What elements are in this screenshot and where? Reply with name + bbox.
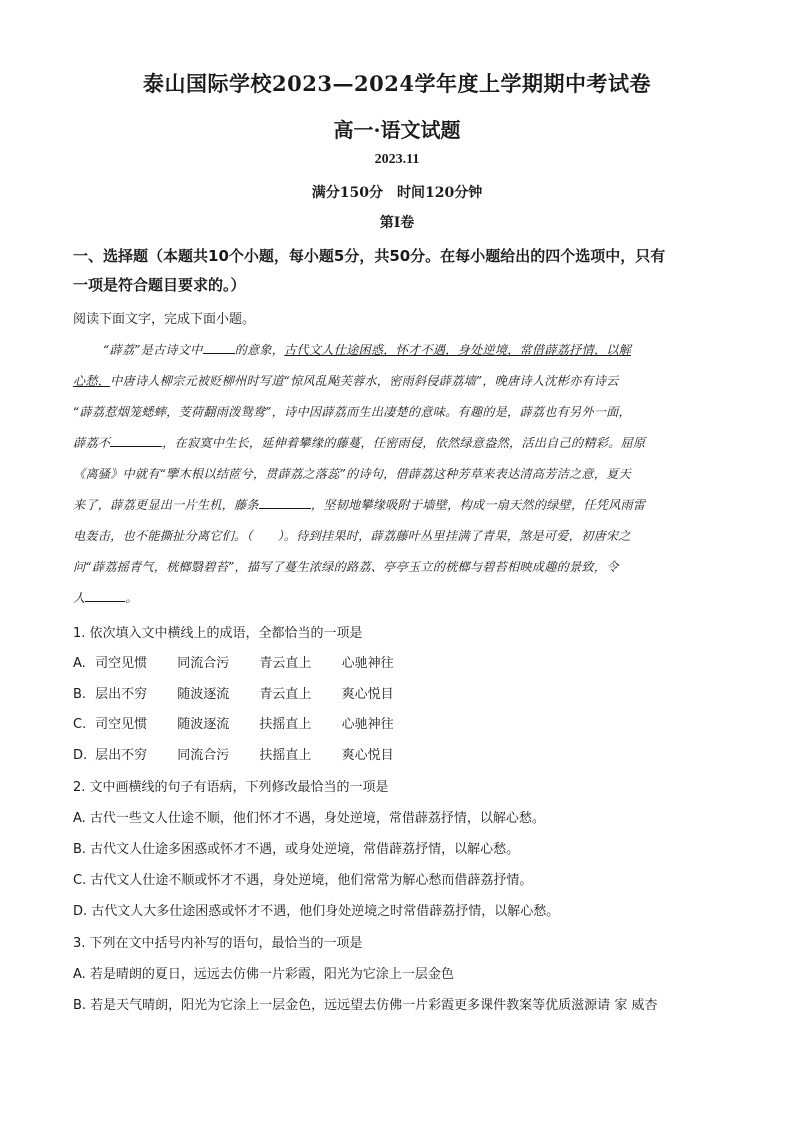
q2-option-a[interactable]: A. 古代一些文人仕途不顺，他们怀才不遇，身处逆境，常借薜荔抒情，以解心愁。 bbox=[73, 811, 545, 826]
section-heading-line2: 一项是符合题目要求的。） bbox=[73, 276, 246, 294]
blank bbox=[259, 496, 311, 509]
question-3-stem: 3. 下列在文中括号内补写的语句，最恰当的一项是 bbox=[73, 936, 363, 951]
question-2-stem: 2. 文中画横线的句子有语病，下列修改最恰当的一项是 bbox=[73, 780, 389, 795]
exam-title: 泰山国际学校2023—2024学年度上学期期中考试卷 bbox=[143, 71, 651, 96]
blank bbox=[203, 341, 235, 354]
volume-label: 第Ⅰ卷 bbox=[379, 215, 415, 231]
passage-line-1: “薜荔”是古诗文中 的意象，古代文人仕途困惑，怀才不遇，身处逆境，常借薜荔抒情，以解 bbox=[103, 343, 631, 357]
passage-line-5: 《离骚》中就有“擥木根以结茝兮，贯薜荔之落蕊”的诗句，借薜荔这种芳草来表达清高芳洁之意，夏天 bbox=[73, 467, 631, 481]
q3-option-a[interactable]: A. 若是晴朗的夏日，远远去仿佛一片彩霞，阳光为它涂上一层金色 bbox=[73, 967, 454, 982]
passage-line-6: 来了，薜荔更显出一片生机，藤条 ，坚韧地攀缘吸附于墙壁，构成一扇天然的绿壁，任凭风雨雷 bbox=[73, 498, 646, 512]
question-1-stem: 1. 依次填入文中横线上的成语，全都恰当的一项是 bbox=[73, 626, 363, 641]
section-heading-line1: 一、选择题（本题共10个小题，每小题5分，共50分。在每小题给出的四个选项中，只有 bbox=[73, 247, 666, 265]
q3-option-b[interactable]: B. 若是天气晴朗，阳光为它涂上一层金色，远远望去仿佛一片彩霞更多课件教案等优质滋源请 家 威杏 bbox=[73, 998, 658, 1013]
q1-option-d[interactable]: D. 层出不穷 同流合污 扶摇直上 爽心悦目 bbox=[73, 748, 394, 763]
q1-option-b[interactable]: B. 层出不穷 随波逐流 青云直上 爽心悦目 bbox=[73, 687, 394, 702]
passage-line-8: 问“薜荔摇青气，桄榔翳碧苔”，描写了蔓生浓绿的路荔、亭亭玉立的桄榔与碧苔相映成趣的景致，令 bbox=[73, 560, 619, 574]
q1-option-c[interactable]: C. 司空见惯 随波逐流 扶摇直上 心驰神往 bbox=[73, 717, 394, 732]
exam-date: 2023.11 bbox=[374, 152, 420, 167]
passage-line-2: 心愁，中唐诗人柳宗元被贬柳州时写道“惊风乱飐芙蓉水，密雨斜侵薜荔墙”，晚唐诗人沈彬亦有诗云 bbox=[73, 374, 619, 388]
reading-instruction: 阅读下面文字，完成下面小题。 bbox=[73, 312, 256, 327]
exam-subtitle: 高一·语文试题 bbox=[333, 118, 461, 142]
passage-line-3: “薜荔惹烟笼蟋蟀，芰荷翻雨泼鸳鸯”，诗中因薜荔而生出凄楚的意味。有趣的是，薜荔也有另外一面， bbox=[73, 405, 631, 419]
blank bbox=[110, 434, 162, 447]
q2-option-b[interactable]: B. 古代文人仕途多困惑或怀才不遇，或身处逆境，常借薜荔抒情，以解心愁。 bbox=[73, 842, 520, 857]
score-time: 满分150分 时间120分钟 bbox=[311, 185, 483, 201]
passage-line-9: 人 。 bbox=[73, 591, 138, 605]
passage-line-4: 薜荔不 ，在寂寞中生长，延伸着攀缘的藤蔓，任密雨侵，依然绿意盎然，活出自己的精彩。屈原 bbox=[73, 436, 646, 450]
underlined-sentence: 古代文人仕途困惑，怀才不遇，身处逆境，常借薜荔抒情，以解 bbox=[284, 343, 631, 357]
blank bbox=[85, 589, 125, 602]
q2-option-d[interactable]: D. 古代文人大多仕途困惑或怀才不遇，他们身处逆境之时常借薜荔抒情，以解心愁。 bbox=[73, 904, 560, 919]
q2-option-c[interactable]: C. 古代文人仕途不顺或怀才不遇，身处逆境，他们常常为解心愁而借薜荔抒情。 bbox=[73, 873, 533, 888]
q1-option-a[interactable]: A. 司空见惯 同流合污 青云直上 心驰神往 bbox=[73, 656, 394, 671]
passage-line-7: 电轰击，也不能撕扯分离它们。（ ）。待到挂果时，薜荔藤叶丛里挂满了青果，煞是可爱，初唐宋之 bbox=[73, 529, 631, 543]
